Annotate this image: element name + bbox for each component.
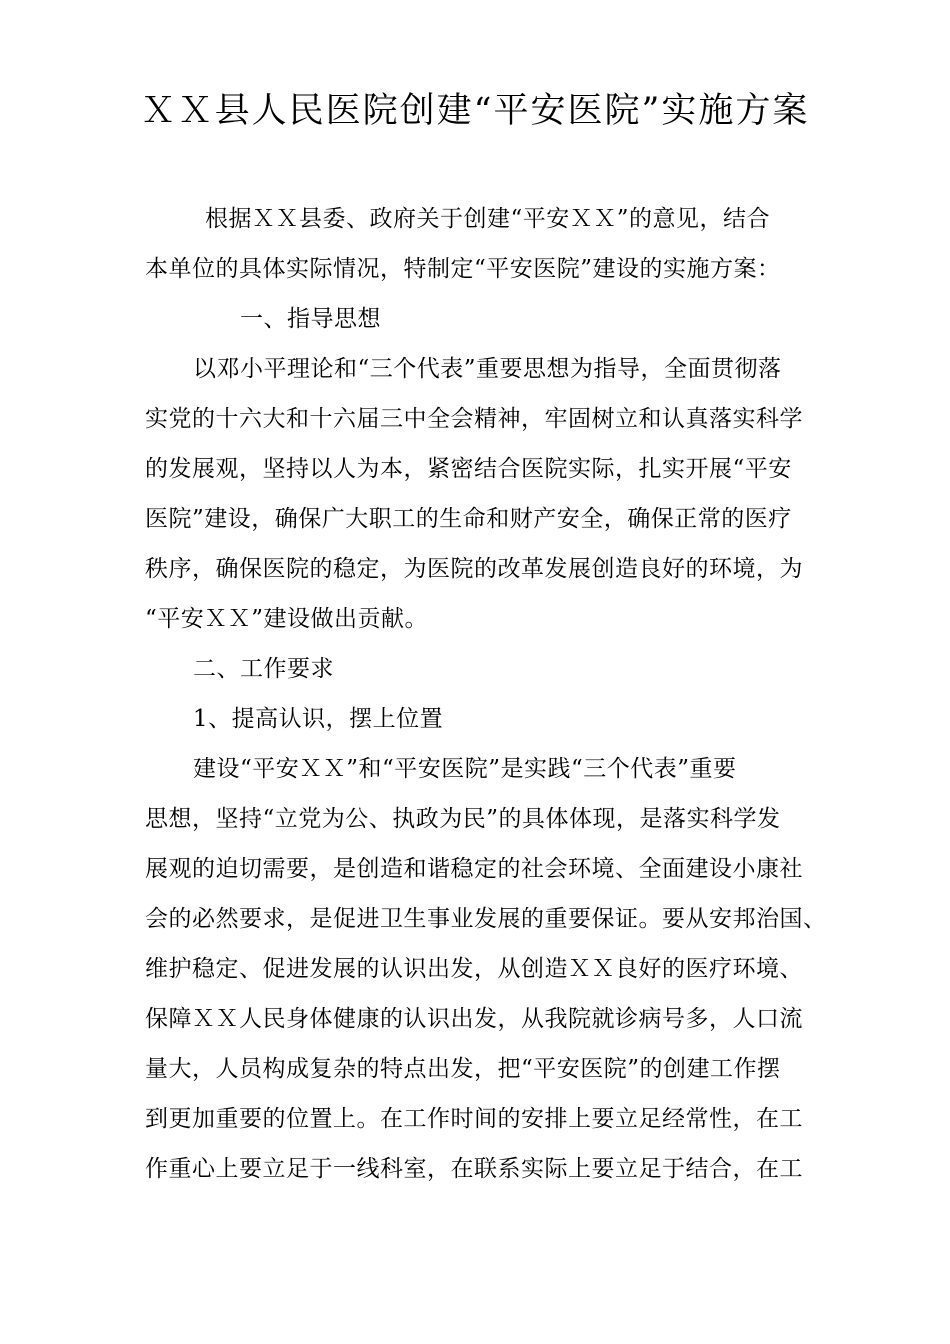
paragraph-line: 本单位的具体实际情况，特制定“平安医院”建设的实施方案： [145, 256, 781, 282]
paragraph-line: 医院”建设，确保广大职工的生命和财产安全，确保正常的医疗 [145, 506, 792, 532]
paragraph-line: 实党的十六大和十六届三中全会精神，牢固树立和认真落实科学 [145, 406, 803, 432]
paragraph-line: 秩序，确保医院的稳定，为医院的改革发展创造良好的环境，为 [145, 556, 803, 582]
paragraph-line: 思想，坚持“立党为公、执政为民”的具体体现，是落实科学发 [145, 806, 781, 832]
document-title: ＸＸ县人民医院创建“平安医院”实施方案 [140, 91, 810, 131]
paragraph-line: 以邓小平理论和“三个代表”重要思想为指导，全面贯彻落 [193, 356, 782, 382]
section-heading: 一、指导思想 [240, 306, 381, 332]
paragraph-line: 保障ＸＸ人民身体健康的认识出发，从我院就诊病号多，人口流 [145, 1006, 803, 1032]
paragraph-line: 到更加重要的位置上。在工作时间的安排上要立足经常性，在工 [145, 1106, 803, 1132]
subsection-heading: 1、提高认识，摆上位置 [193, 706, 444, 732]
paragraph-line: 量大，人员构成复杂的特点出发，把“平安医院”的创建工作摆 [145, 1056, 781, 1082]
paragraph-line: 的发展观，坚持以人为本，紧密结合医院实际，扎实开展“平安 [145, 456, 792, 482]
paragraph-line: 维护稳定、促进发展的认识出发，从创造ＸＸ良好的医疗环境、 [145, 956, 803, 982]
paragraph-line: 作重心上要立足于一线科室，在联系实际上要立足于结合，在工 [145, 1156, 803, 1182]
section-heading: 二、工作要求 [193, 656, 334, 682]
paragraph-line: 建设“平安ＸＸ”和“平安医院”是实践“三个代表”重要 [193, 756, 737, 782]
paragraph-line: “平安ＸＸ”建设做出贡献。 [145, 606, 429, 632]
paragraph-line: 会的必然要求，是促进卫生事业发展的重要保证。要从安邦治国、 [145, 906, 827, 932]
paragraph-line: 展观的迫切需要，是创造和谐稳定的社会环境、全面建设小康社 [145, 856, 803, 882]
paragraph-line: 根据ＸＸ县委、政府关于创建“平安ＸＸ”的意见，结合 [205, 206, 771, 232]
